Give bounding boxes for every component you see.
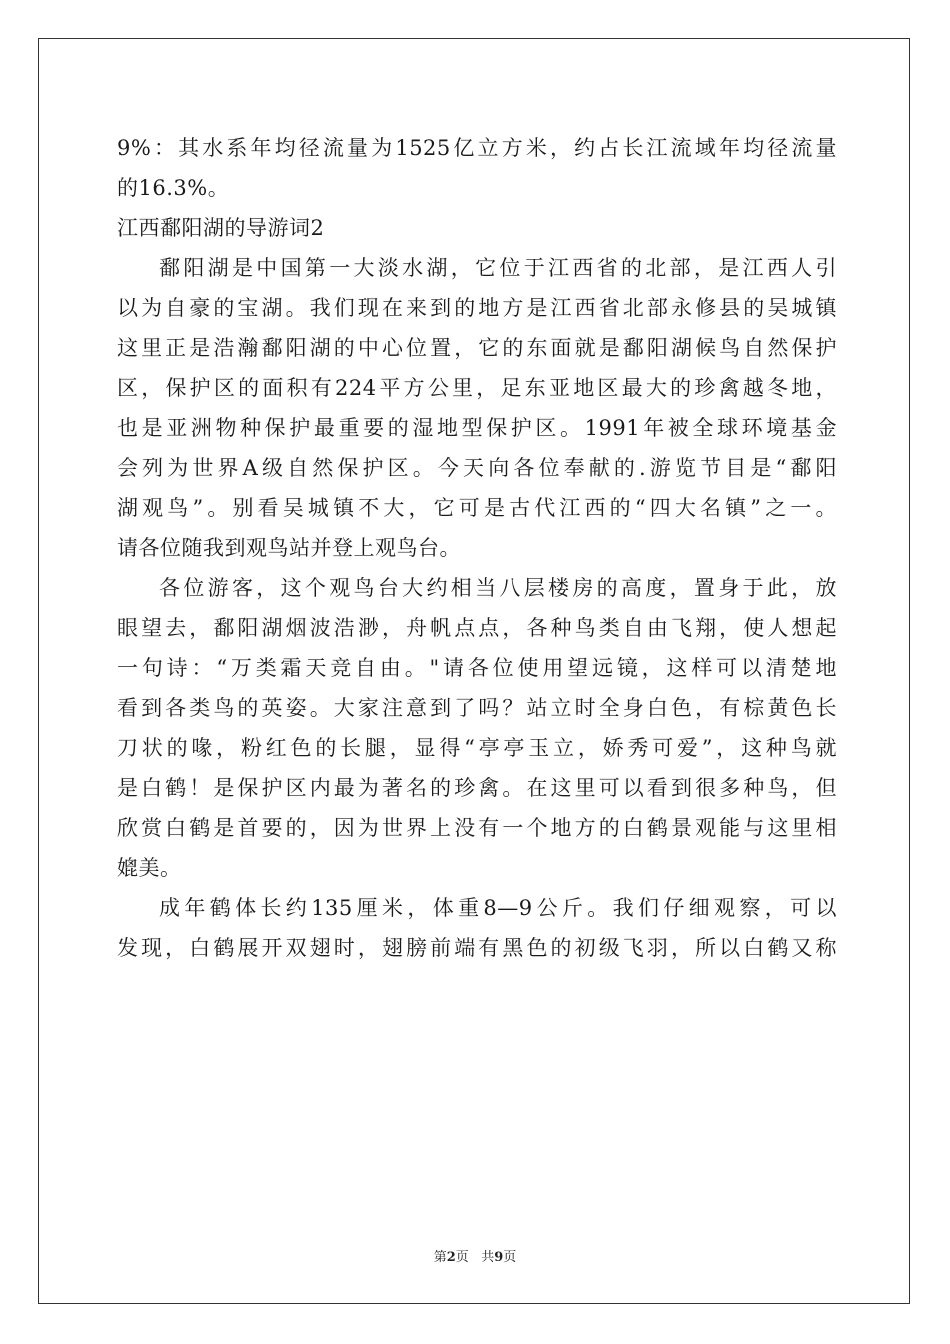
- text-line: 会列为世界A级自然保护区。今天向各位奉献的.游览节目是“鄱阳: [117, 456, 837, 480]
- text-line: 发现，白鹤展开双翅时，翅膀前端有黑色的初级飞羽，所以白鹤又称: [117, 936, 837, 960]
- text-line: 9%：其水系年均径流量为1525亿立方米，约占长江流域年均径流量: [117, 136, 837, 160]
- text-line: 看到各类鸟的英姿。大家注意到了吗？站立时全身白色，有棕黄色长: [117, 696, 837, 720]
- total-label-prefix: 共: [481, 1250, 495, 1265]
- paragraph-first-line: 成年鹤体长约135厘米，体重8—9公斤。我们仔细观察，可以: [159, 896, 837, 920]
- text-line: 刀状的喙，粉红色的长腿，显得“亭亭玉立，娇秀可爱”，这种鸟就: [117, 736, 837, 760]
- section-heading: 江西鄱阳湖的导游词2: [117, 216, 325, 240]
- text-line: 湖观鸟”。别看吴城镇不大，它可是古代江西的“四大名镇”之一。: [117, 496, 837, 520]
- total-pages: 9: [494, 1250, 504, 1265]
- document-body: [117, 128, 837, 968]
- text-line: 的16.3%。: [117, 176, 230, 200]
- text-line: 媲美。: [117, 856, 182, 880]
- page-footer: [0, 1246, 950, 1265]
- paragraph-first-line: 各位游客，这个观鸟台大约相当八层楼房的高度，置身于此，放: [159, 576, 837, 600]
- page-label-suffix: 页: [455, 1250, 469, 1265]
- text-line: 也是亚洲物种保护最重要的湿地型保护区。1991年被全球环境基金: [117, 416, 837, 440]
- text-line: 是白鹤！是保护区内最为著名的珍禽。在这里可以看到很多种鸟，但: [117, 776, 837, 800]
- page-label-prefix: 第: [433, 1250, 447, 1265]
- text-line: 请各位随我到观鸟站并登上观鸟台。: [117, 536, 461, 560]
- paragraph-first-line: 鄱阳湖是中国第一大淡水湖，它位于江西省的北部，是江西人引: [159, 256, 837, 280]
- text-line: 眼望去，鄱阳湖烟波浩渺，舟帆点点，各种鸟类自由飞翔，使人想起: [117, 616, 837, 640]
- text-line: 一句诗：“万类霜天竞自由。"请各位使用望远镜，这样可以清楚地: [117, 656, 837, 680]
- text-line: 区，保护区的面积有224平方公里，足东亚地区最大的珍禽越冬地，: [117, 376, 837, 400]
- total-label-suffix: 页: [503, 1250, 517, 1265]
- text-line: 欣赏白鹤是首要的，因为世界上没有一个地方的白鹤景观能与这里相: [117, 816, 837, 840]
- page-number: 2: [446, 1250, 456, 1265]
- text-line: 以为自豪的宝湖。我们现在来到的地方是江西省北部永修县的吴城镇: [117, 296, 837, 320]
- text-line: 这里正是浩瀚鄱阳湖的中心位置，它的东面就是鄱阳湖候鸟自然保护: [117, 336, 837, 360]
